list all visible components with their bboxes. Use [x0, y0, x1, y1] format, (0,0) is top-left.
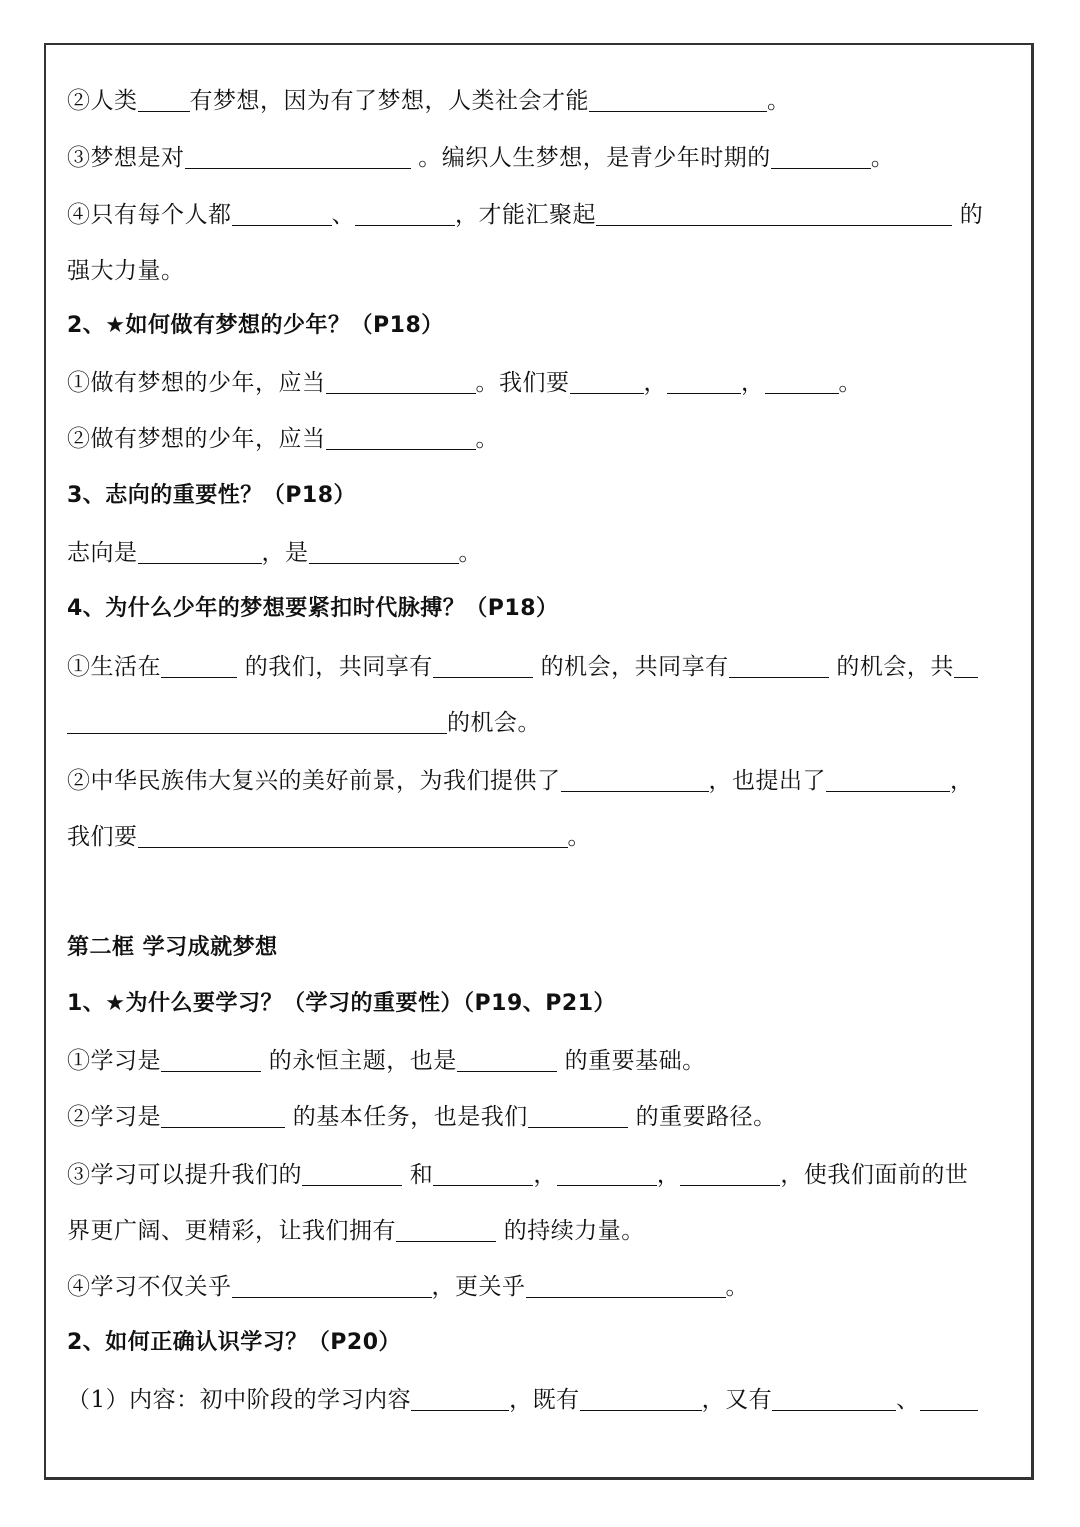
blank[interactable] [138, 823, 568, 848]
text-segment: 、 [896, 1387, 920, 1413]
blank[interactable] [326, 425, 476, 450]
section-heading [67, 308, 1018, 339]
fill-line [67, 196, 1018, 229]
blank[interactable] [561, 767, 709, 792]
text-segment: 界更广阔、更精彩，让我们拥有 [67, 1218, 396, 1244]
text-segment: 的持续力量。 [496, 1218, 645, 1244]
blank[interactable] [302, 1161, 402, 1186]
blank[interactable] [355, 201, 455, 226]
fill-line [67, 364, 1018, 397]
fill-line [67, 648, 1018, 681]
blank[interactable] [526, 1273, 726, 1298]
text-segment: ，又有 [701, 1387, 773, 1413]
text-segment: ①学习是 [67, 1048, 161, 1074]
section-heading [67, 1325, 1018, 1356]
text-segment: 的永恒主题，也是 [261, 1048, 457, 1074]
fill-line [67, 1212, 1018, 1245]
text-segment: 的重要路径。 [627, 1104, 777, 1130]
blank[interactable] [457, 1047, 557, 1072]
fill-line [67, 420, 1018, 453]
text-segment: ， [533, 1162, 557, 1188]
text-segment: 志向是 [67, 540, 138, 566]
text-segment: ②中华民族伟大复兴的美好前景，为我们提供了 [67, 768, 561, 794]
text-segment: 。 [458, 540, 482, 566]
text-segment: ，也提出了 [708, 768, 826, 794]
text-segment: 的机会，共 [828, 654, 954, 680]
blank[interactable] [826, 767, 950, 792]
fill-line [67, 1098, 1018, 1131]
blank[interactable] [138, 539, 262, 564]
text-segment: 的机会，共同享有 [532, 654, 729, 680]
blank[interactable] [729, 653, 829, 678]
text-segment: ，才能汇聚起 [455, 202, 596, 228]
text-segment: ②做有梦想的少年，应当 [67, 426, 326, 452]
blank[interactable] [433, 1161, 533, 1186]
section-heading [67, 986, 1018, 1017]
blank[interactable] [680, 1161, 780, 1186]
blank[interactable] [667, 369, 741, 394]
text-segment: （1）内容：初中阶段的学习内容 [67, 1387, 412, 1413]
fill-line [67, 534, 1018, 567]
text-segment: 的 [952, 202, 984, 228]
heading-text: 第二框 学习成就梦想 [67, 935, 278, 960]
text-segment: 、 [331, 202, 355, 228]
text-segment: 。 [870, 145, 895, 171]
text-segment: ①生活在 [67, 654, 161, 680]
text-segment: ，既有 [509, 1387, 580, 1413]
text-segment: 。 [475, 426, 499, 452]
fill-line [67, 252, 1018, 285]
text-segment: 。 [838, 370, 862, 396]
text-segment: ①做有梦想的少年，应当 [67, 370, 326, 396]
fill-line [67, 1268, 1018, 1301]
blank[interactable] [411, 1386, 509, 1411]
text-segment: 的机会。 [447, 710, 541, 736]
heading-text: 2、如何正确认识学习？（P20） [67, 1330, 402, 1355]
text-segment: ， [643, 370, 667, 396]
blank[interactable] [772, 1386, 896, 1411]
text-segment: ， [656, 1162, 681, 1188]
fill-line [67, 1156, 1018, 1189]
blank[interactable] [596, 201, 952, 226]
blank[interactable] [138, 87, 190, 112]
fill-line [67, 762, 1018, 795]
text-segment: ②学习是 [67, 1104, 161, 1130]
text-segment: 有梦想，因为有了梦想，人类社会才能 [189, 88, 589, 114]
blank[interactable] [570, 369, 644, 394]
heading-text: 2、★如何做有梦想的少年？（P18） [67, 313, 444, 338]
fill-line [67, 704, 1018, 737]
fill-line [67, 139, 1018, 172]
text-segment: 。 [725, 1274, 749, 1300]
fill-line [67, 1042, 1018, 1075]
text-segment: 。我们要 [475, 370, 570, 396]
blank[interactable] [557, 1161, 657, 1186]
text-segment: 。 [567, 824, 591, 850]
blank[interactable] [589, 87, 767, 112]
text-segment: ③学习可以提升我们的 [67, 1162, 302, 1188]
text-segment: ，使我们面前的世 [780, 1162, 969, 1188]
blank[interactable] [580, 1386, 702, 1411]
text-segment: ④学习不仅关乎 [67, 1274, 232, 1300]
blank[interactable] [161, 1103, 285, 1128]
text-segment: 的重要基础。 [556, 1048, 706, 1074]
blank[interactable] [433, 653, 533, 678]
section-heading [67, 591, 1018, 622]
text-segment: 的我们，共同享有 [237, 654, 433, 680]
blank[interactable] [161, 653, 237, 678]
text-segment: 强大力量。 [67, 258, 185, 284]
text-segment: ③梦想是对 [67, 145, 185, 171]
heading-text: 3、志向的重要性？（P18） [67, 483, 357, 508]
text-segment: ，更关乎 [431, 1274, 526, 1300]
section-heading [67, 930, 1018, 961]
blank[interactable] [396, 1217, 496, 1242]
blank[interactable] [232, 201, 332, 226]
blank[interactable] [161, 1047, 261, 1072]
section-heading [67, 478, 1018, 509]
blank[interactable] [67, 709, 447, 734]
fill-line [67, 82, 1018, 115]
fill-line [67, 1381, 1018, 1414]
blank[interactable] [528, 1103, 628, 1128]
blank[interactable] [765, 369, 839, 394]
text-segment: 。编织人生梦想，是青少年时期的 [410, 145, 771, 171]
heading-text: 4、为什么少年的梦想要紧扣时代脉搏？（P18） [67, 596, 559, 621]
text-segment: ②人类 [67, 88, 138, 114]
blank[interactable] [954, 653, 978, 678]
blank[interactable] [920, 1386, 978, 1411]
blank[interactable] [232, 1273, 432, 1298]
text-segment: 和 [402, 1162, 434, 1188]
blank[interactable] [185, 144, 411, 169]
text-segment: ，是 [261, 540, 309, 566]
text-segment: 我们要 [67, 824, 138, 850]
blank[interactable] [771, 144, 871, 169]
text-segment: ， [741, 370, 765, 396]
blank[interactable] [309, 539, 459, 564]
text-segment: ④只有每个人都 [67, 202, 232, 228]
blank[interactable] [326, 369, 476, 394]
text-segment: 。 [767, 88, 791, 114]
text-segment: 的基本任务，也是我们 [285, 1104, 528, 1130]
fill-line [67, 818, 1018, 851]
text-segment: ， [950, 768, 974, 794]
heading-text: 1、★为什么要学习？（学习的重要性）（P19、P21） [67, 991, 617, 1016]
